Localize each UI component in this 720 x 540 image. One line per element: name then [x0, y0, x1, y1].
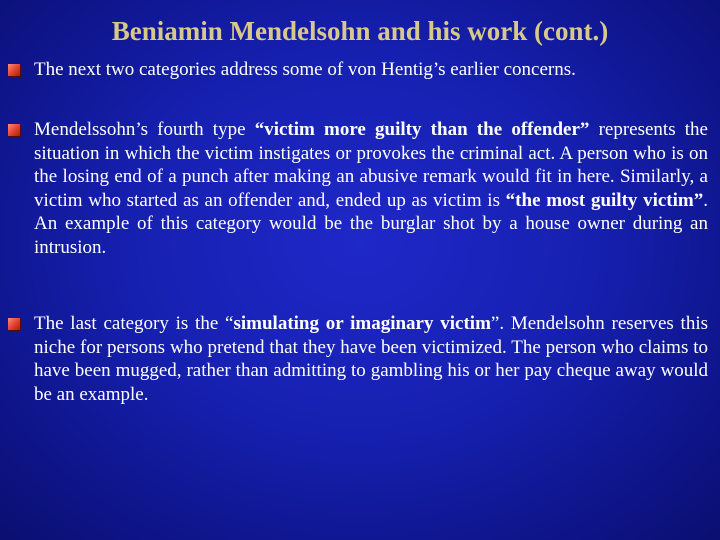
- square-bullet-icon: [8, 124, 20, 136]
- bullet-text: . An example of this category would be the burglar shot by a house owner during an intrusion.: [34, 189, 708, 258]
- bullet-emphasis: “the most guilty victim”: [505, 189, 704, 211]
- bullet-emphasis: simulating or imaginary victim: [233, 313, 491, 334]
- bullet-emphasis: “victim more guilty than the offender”: [254, 119, 590, 140]
- bullet-item: [34, 312, 708, 406]
- bullet-text: Mendelssohn’s fourth type: [34, 119, 255, 140]
- bullet-item: [34, 58, 708, 82]
- slide-title: Beniamin Mendelsohn and his work (cont.): [111, 16, 609, 46]
- bullet-item: [34, 118, 708, 259]
- square-bullet-icon: [8, 64, 20, 76]
- bullet-text: represents the situation in which the victim instigates or provokes the criminal act. A person who is on the losing end of a punch after making an abusive remark would fit in here. Similarly, a victim who started as an offender and, ended up as victim is: [34, 119, 708, 211]
- bullet-text: ”. Mendelsohn reserves this niche for persons who pretend that they have been victimized. The person who claims to have been mugged, rather than admitting to gambling his or her pay cheque away would be an example.: [34, 313, 709, 405]
- square-bullet-icon: [8, 318, 20, 330]
- bullet-text: The last category is the “: [34, 313, 234, 334]
- bullet-text: The next two categories address some of von Hentig’s earlier concerns.: [34, 59, 576, 80]
